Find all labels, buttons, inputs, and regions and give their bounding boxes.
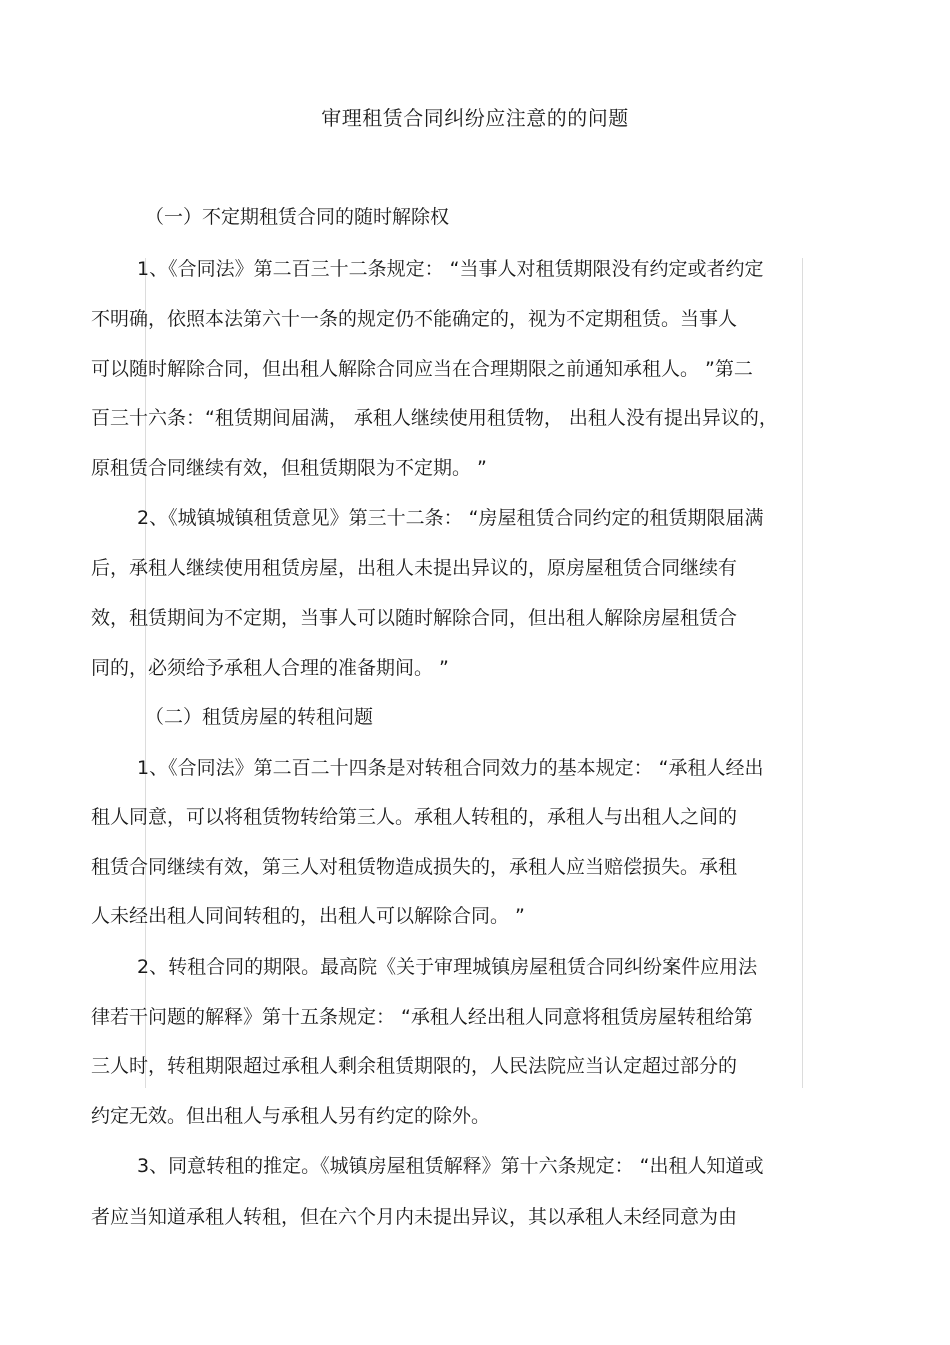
paragraph-line: 2、《城镇城镇租赁意见》第三十二条： “房屋租赁合同约定的租赁期限届满	[137, 507, 764, 529]
margin-line-right	[802, 258, 803, 1088]
paragraph-line: 3、同意转租的推定。《城镇房屋租赁解释》第十六条规定： “出租人知道或	[137, 1155, 764, 1177]
paragraph-line: 租人同意，可以将租赁物转给第三人。承租人转租的，承租人与出租人之间的	[91, 806, 738, 828]
paragraph-line: 租赁合同继续有效，第三人对租赁物造成损失的，承租人应当赔偿损失。承租	[91, 856, 738, 878]
document-title: 审理租赁合同纠纷应注意的的问题	[321, 106, 629, 130]
paragraph-line: 同的，必须给予承租人合理的准备期间。 ”	[91, 657, 449, 679]
paragraph-line: 人未经出租人同间转租的，出租人可以解除合同。 ”	[91, 905, 525, 927]
paragraph-line: 可以随时解除合同，但出租人解除合同应当在合理期限之前通知承租人。 ”第二	[91, 358, 753, 380]
paragraph-line: 后，承租人继续使用租赁房屋，出租人未提出异议的，原房屋租赁合同继续有	[91, 557, 738, 579]
paragraph-line: 效，租赁期间为不定期，当事人可以随时解除合同，但出租人解除房屋租赁合	[91, 607, 738, 629]
paragraph-line: 约定无效。但出租人与承租人另有约定的除外。	[91, 1105, 491, 1127]
paragraph-line: 不明确，依照本法第六十一条的规定仍不能确定的，视为不定期租赁。当事人	[91, 308, 738, 330]
paragraph-line: 律若干问题的解释》第十五条规定： “承租人经出租人同意将租赁房屋转租给第	[91, 1006, 753, 1028]
section-heading-1: （一）不定期租赁合同的随时解除权	[145, 206, 450, 228]
paragraph-line: 三人时，转租期限超过承租人剩余租赁期限的，人民法院应当认定超过部分的	[91, 1055, 738, 1077]
paragraph-line: 1、《合同法》第二百二十四条是对转租合同效力的基本规定： “承租人经出	[137, 757, 764, 779]
paragraph-line: 百三十六条：“租赁期间届满， 承租人继续使用租赁物， 出租人没有提出异议的，	[91, 407, 778, 429]
paragraph-line: 原租赁合同继续有效，但租赁期限为不定期。 ”	[91, 457, 487, 479]
section-heading-2: （二）租赁房屋的转租问题	[145, 706, 374, 728]
paragraph-line: 2、转租合同的期限。最高院《关于审理城镇房屋租赁合同纠纷案件应用法	[137, 956, 758, 978]
paragraph-line: 1、《合同法》第二百三十二条规定： “当事人对租赁期限没有约定或者约定	[137, 258, 764, 280]
paragraph-line: 者应当知道承租人转租，但在六个月内未提出异议，其以承租人未经同意为由	[91, 1206, 738, 1228]
